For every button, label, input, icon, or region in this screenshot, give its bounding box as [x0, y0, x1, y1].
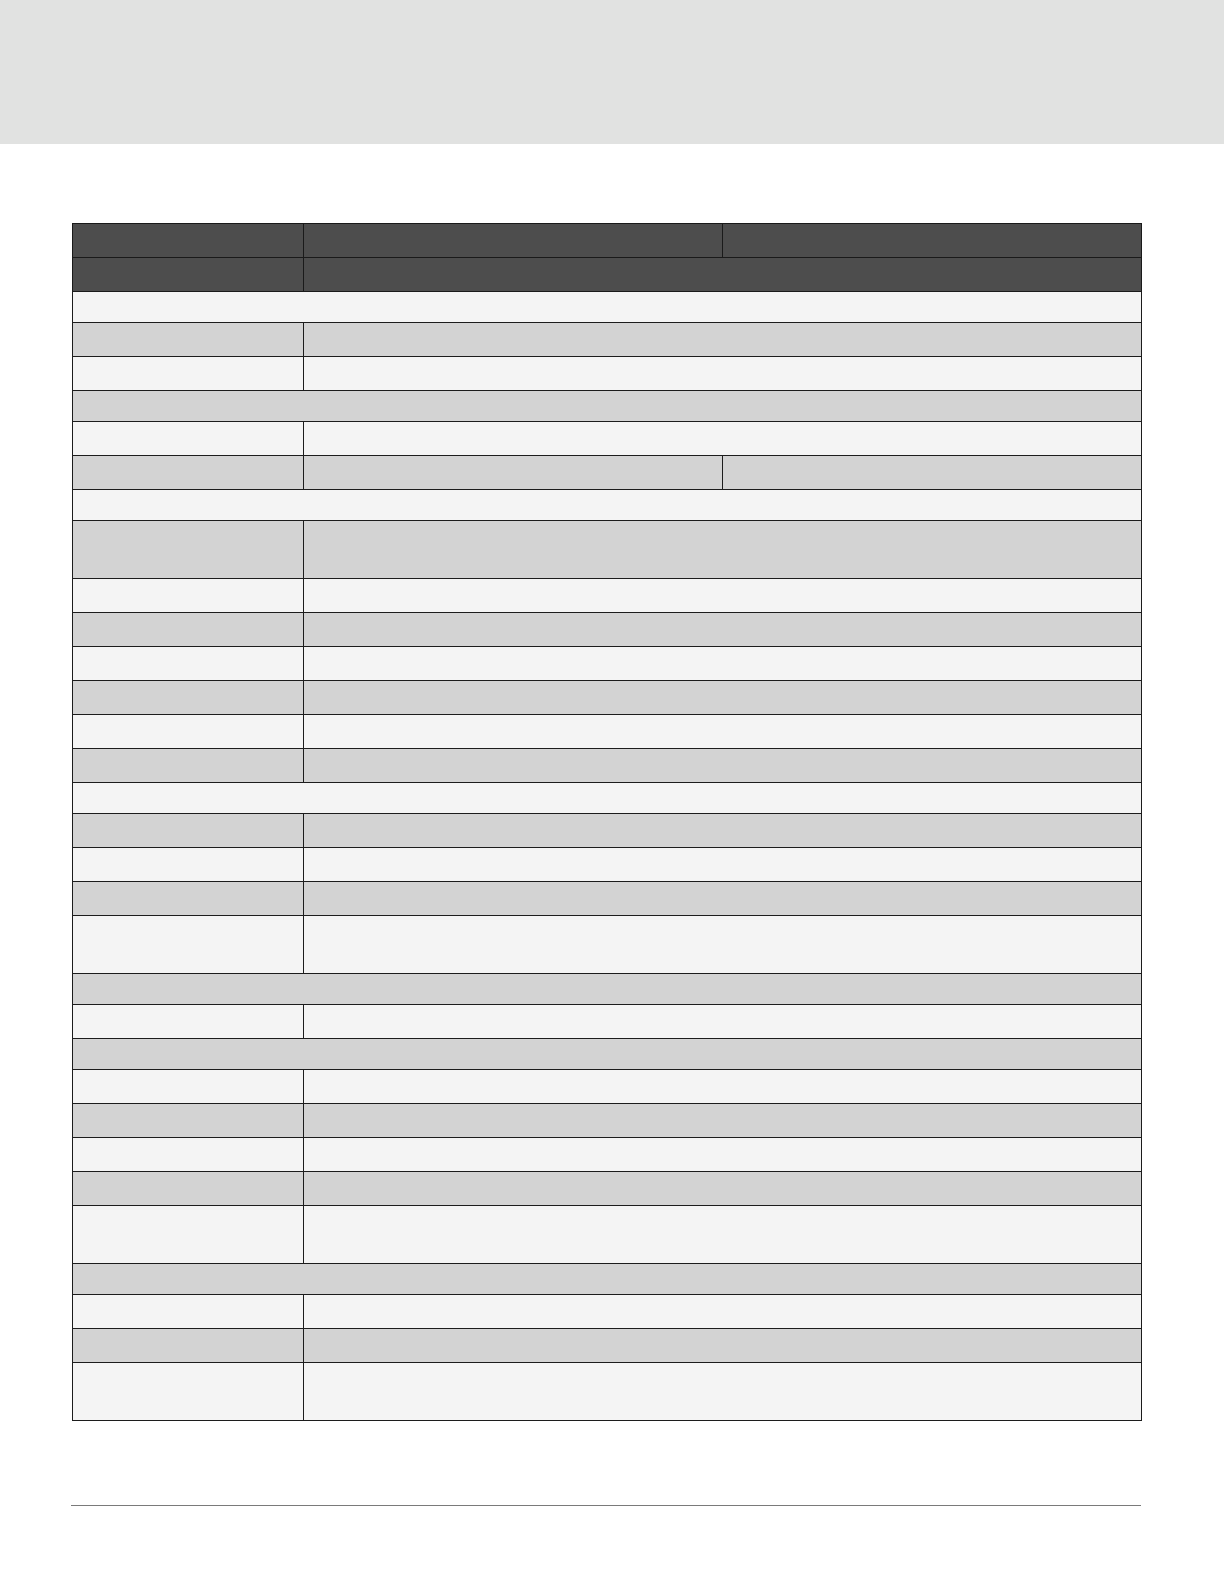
section-row [73, 974, 1142, 1005]
row-value [304, 323, 1142, 357]
table-header-cell [723, 224, 1142, 258]
row-label [73, 681, 304, 715]
row-label [73, 1070, 304, 1104]
row-label [73, 647, 304, 681]
section-row [73, 490, 1142, 521]
row-value [304, 456, 723, 490]
section-row [73, 1039, 1142, 1070]
table-row [73, 1295, 1142, 1329]
table-row [73, 1070, 1142, 1104]
table-header-row [73, 224, 1142, 258]
row-value [304, 1295, 1142, 1329]
row-value [304, 357, 1142, 391]
row-value [304, 814, 1142, 848]
table-row [73, 521, 1142, 579]
table-row [73, 1206, 1142, 1264]
row-value [304, 1138, 1142, 1172]
table-row [73, 647, 1142, 681]
section-title [73, 974, 1142, 1005]
section-title [73, 292, 1142, 323]
section-row [73, 292, 1142, 323]
row-value [304, 521, 1142, 579]
row-label [73, 1138, 304, 1172]
row-label [73, 357, 304, 391]
row-value [304, 613, 1142, 647]
table-row [73, 1363, 1142, 1421]
row-label [73, 1295, 304, 1329]
row-label [73, 521, 304, 579]
section-row [73, 783, 1142, 814]
header-band [0, 0, 1224, 144]
row-value [304, 749, 1142, 783]
row-label [73, 1363, 304, 1421]
section-title [73, 1264, 1142, 1295]
row-value [304, 647, 1142, 681]
row-label [73, 1172, 304, 1206]
section-title [73, 783, 1142, 814]
table-header-cell [304, 258, 1142, 292]
table-row [73, 422, 1142, 456]
row-value [304, 1329, 1142, 1363]
row-label [73, 715, 304, 749]
section-row [73, 1264, 1142, 1295]
row-value [304, 1005, 1142, 1039]
row-label [73, 848, 304, 882]
row-label [73, 1329, 304, 1363]
table-header-cell [304, 224, 723, 258]
row-label [73, 1005, 304, 1039]
footer-rule [71, 1505, 1141, 1506]
row-label [73, 422, 304, 456]
table-row [73, 1104, 1142, 1138]
section-title [73, 1039, 1142, 1070]
row-label [73, 882, 304, 916]
table-row [73, 357, 1142, 391]
table-row [73, 916, 1142, 974]
table-row [73, 1138, 1142, 1172]
row-label [73, 456, 304, 490]
section-row [73, 391, 1142, 422]
row-label [73, 814, 304, 848]
row-value [304, 848, 1142, 882]
table-row [73, 681, 1142, 715]
row-value [304, 1172, 1142, 1206]
row-value [304, 882, 1142, 916]
row-label [73, 323, 304, 357]
row-value [304, 1363, 1142, 1421]
row-label [73, 613, 304, 647]
row-value [304, 1070, 1142, 1104]
row-label [73, 749, 304, 783]
table-row [73, 456, 1142, 490]
table-row [73, 814, 1142, 848]
table-row [73, 1172, 1142, 1206]
section-title [73, 490, 1142, 521]
section-title [73, 391, 1142, 422]
table-row [73, 749, 1142, 783]
row-value [304, 681, 1142, 715]
table-row [73, 1329, 1142, 1363]
row-value [304, 1104, 1142, 1138]
row-label [73, 1104, 304, 1138]
row-value [304, 916, 1142, 974]
spec-table [72, 223, 1142, 1421]
row-value [304, 422, 1142, 456]
table-row [73, 848, 1142, 882]
row-value [304, 1206, 1142, 1264]
table-header-cell [73, 224, 304, 258]
table-row [73, 715, 1142, 749]
row-value [304, 715, 1142, 749]
row-value [723, 456, 1142, 490]
table-row [73, 323, 1142, 357]
table-header-row [73, 258, 1142, 292]
table-row [73, 613, 1142, 647]
row-label [73, 1206, 304, 1264]
table-header-cell [73, 258, 304, 292]
table-row [73, 1005, 1142, 1039]
row-value [304, 579, 1142, 613]
table-row [73, 882, 1142, 916]
row-label [73, 916, 304, 974]
table-row [73, 579, 1142, 613]
row-label [73, 579, 304, 613]
